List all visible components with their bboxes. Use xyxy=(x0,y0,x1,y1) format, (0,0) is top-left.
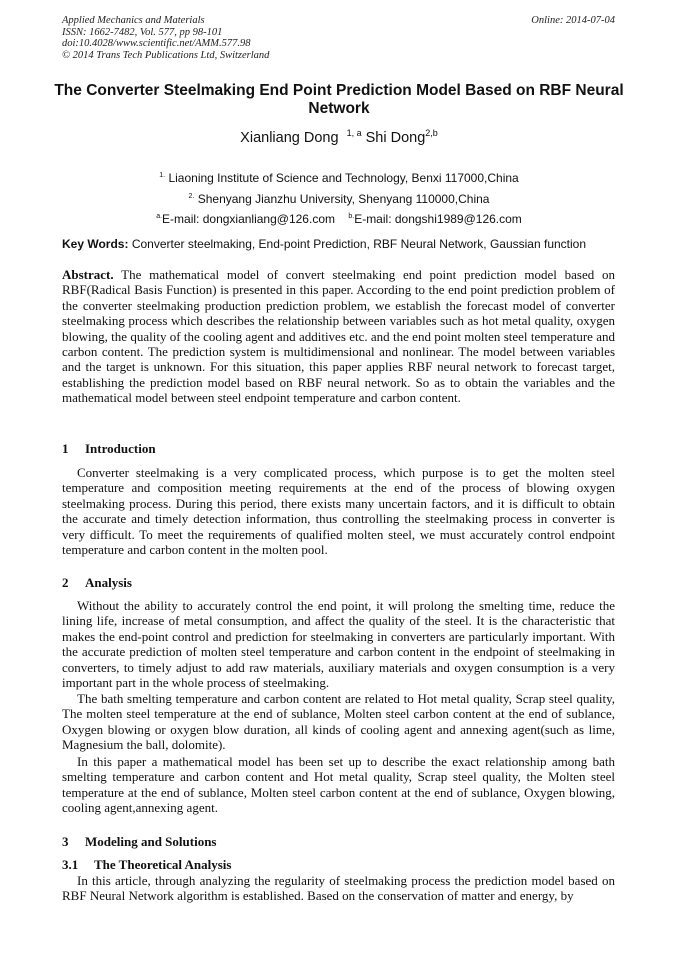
introduction-paragraph: Converter steelmaking is a very complicated process, which purpose is to get the molten steel temperature and composition meeting requirements at the end of the process of blowing oxygen steelmaking process. During this period, there exists many uncertain factors, and it is difficult to obtain the accurate and timely detection information, thus controlling the steelmaking process in converter is very difficult. To meet the requirements of qualified molten steel, we must accurately control endpoint temperature and carbon content in the molten pool. xyxy=(62,465,615,558)
section-heading-introduction xyxy=(62,441,156,457)
keywords-label: Key Words: xyxy=(62,237,129,251)
author-superscript: 2,b xyxy=(425,128,438,138)
analysis-paragraph-1: Without the ability to accurately control the end point, it will prolong the smelting time, reduce the lining life, increase of metal consumption, and affect the quality of the steel. It is the characteristic that makes the end-point control and prediction for steelmaking in converters are particularly important. With the accurate prediction of molten steel temperature and carbon content in the endpoint of steelmaking in converters, to timely adjust to add raw materials, auxiliary materials and oxygen consumption is a very important part in the whole process of steelmaking. xyxy=(62,598,615,691)
affiliation-1 xyxy=(0,171,678,185)
paper-title: The Converter Steelmaking End Point Prediction Model Based on RBF Neural Network xyxy=(54,82,624,117)
email-text: E-mail: dongshi1989@126.com xyxy=(354,212,522,226)
keywords xyxy=(62,237,622,251)
section-title: Modeling and Solutions xyxy=(85,834,217,849)
section-title: Introduction xyxy=(85,441,156,456)
issn-line: ISSN: 1662-7482, Vol. 577, pp 98-101 xyxy=(62,26,223,38)
analysis-paragraph-2: The bath smelting temperature and carbon content are related to Hot metal quality, Scrap steel quality, The molten steel temperature at the end of sublance, Molten steel carbon content at the end of sublance, Oxygen blowing or oxygen blow duration, all kinds of cooling agent and annexing agent(such as lime, Magnesium the ball, dolomite). xyxy=(62,691,615,753)
author-line xyxy=(0,128,678,146)
author-name: Shi Dong xyxy=(365,129,426,146)
subsection-heading-theoretical-analysis xyxy=(62,857,231,873)
journal-header xyxy=(62,15,615,61)
doi-line: doi:10.4028/www.scientific.net/AMM.577.98 xyxy=(62,38,251,49)
section-title: Analysis xyxy=(85,575,132,590)
email-line xyxy=(0,212,678,226)
keywords-text: Converter steelmaking, End-point Prediction, RBF Neural Network, Gaussian function xyxy=(131,237,587,251)
subsection-title: The Theoretical Analysis xyxy=(94,857,232,872)
abstract-text: The mathematical model of convert steelmaking end point prediction model based on RBF(Radical Basis Function) is presented in this paper. According to the end point prediction problem of the converter steelmaking production prediction problem, we establish the forecast model of converter steelmaking process which describes the relationship between variables such as hot metal quality, oxygen blowing, the quality of the cooling agent and additives etc. and the end point molten steel temperature and carbon content. The prediction system is multidimensional and nonlinear. The model between variables and the target is unknown. For this situation, this paper applies RBF neural network to forecast target, establishing the prediction model based on RBF neural network. So as to obtain the variables and the mathematical model between steel endpoint temperature and carbon content. xyxy=(62,267,615,406)
online-date: Online: 2014-07-04 xyxy=(531,15,615,26)
subsection-number: 3.1 xyxy=(62,857,79,872)
copyright-line: © 2014 Trans Tech Publications Ltd, Switzerland xyxy=(62,49,270,61)
journal-name: Applied Mechanics and Materials xyxy=(62,15,205,26)
section-number: 1 xyxy=(62,441,69,456)
affiliation-text: Shenyang Jianzhu University, Shenyang 110000,China xyxy=(197,192,490,206)
theoretical-analysis-paragraph: In this article, through analyzing the regularity of steelmaking process the prediction model based on RBF Neural Network algorithm is established. Based on the conservation of matter and energy, by xyxy=(62,873,615,904)
author-name: Xianliang Dong xyxy=(240,129,339,146)
email-marker: b. xyxy=(348,213,355,220)
email-text: E-mail: dongxianliang@126.com xyxy=(162,212,335,226)
affiliation-2 xyxy=(0,192,678,206)
affiliation-marker: 1. xyxy=(159,172,166,179)
affiliation-marker: 2. xyxy=(188,193,195,200)
section-heading-analysis xyxy=(62,575,132,591)
abstract xyxy=(62,267,615,406)
section-heading-modeling xyxy=(62,834,217,850)
email-marker: a. xyxy=(156,213,163,220)
section-number: 3 xyxy=(62,834,69,849)
section-number: 2 xyxy=(62,575,69,590)
abstract-label: Abstract. xyxy=(62,267,114,282)
affiliation-text: Liaoning Institute of Science and Technology, Benxi 117000,China xyxy=(168,171,519,185)
analysis-paragraph-3: In this paper a mathematical model has been set up to describe the exact relationship among bath smelting temperature and carbon content and Hot metal quality, Scrap steel quality, the Molten steel temperature at the end of sublance, Molten steel carbon content at the end of sublance, Oxygen blowing, cooling agent,annexing agent. xyxy=(62,754,615,816)
author-superscript: 1, a xyxy=(346,128,362,138)
